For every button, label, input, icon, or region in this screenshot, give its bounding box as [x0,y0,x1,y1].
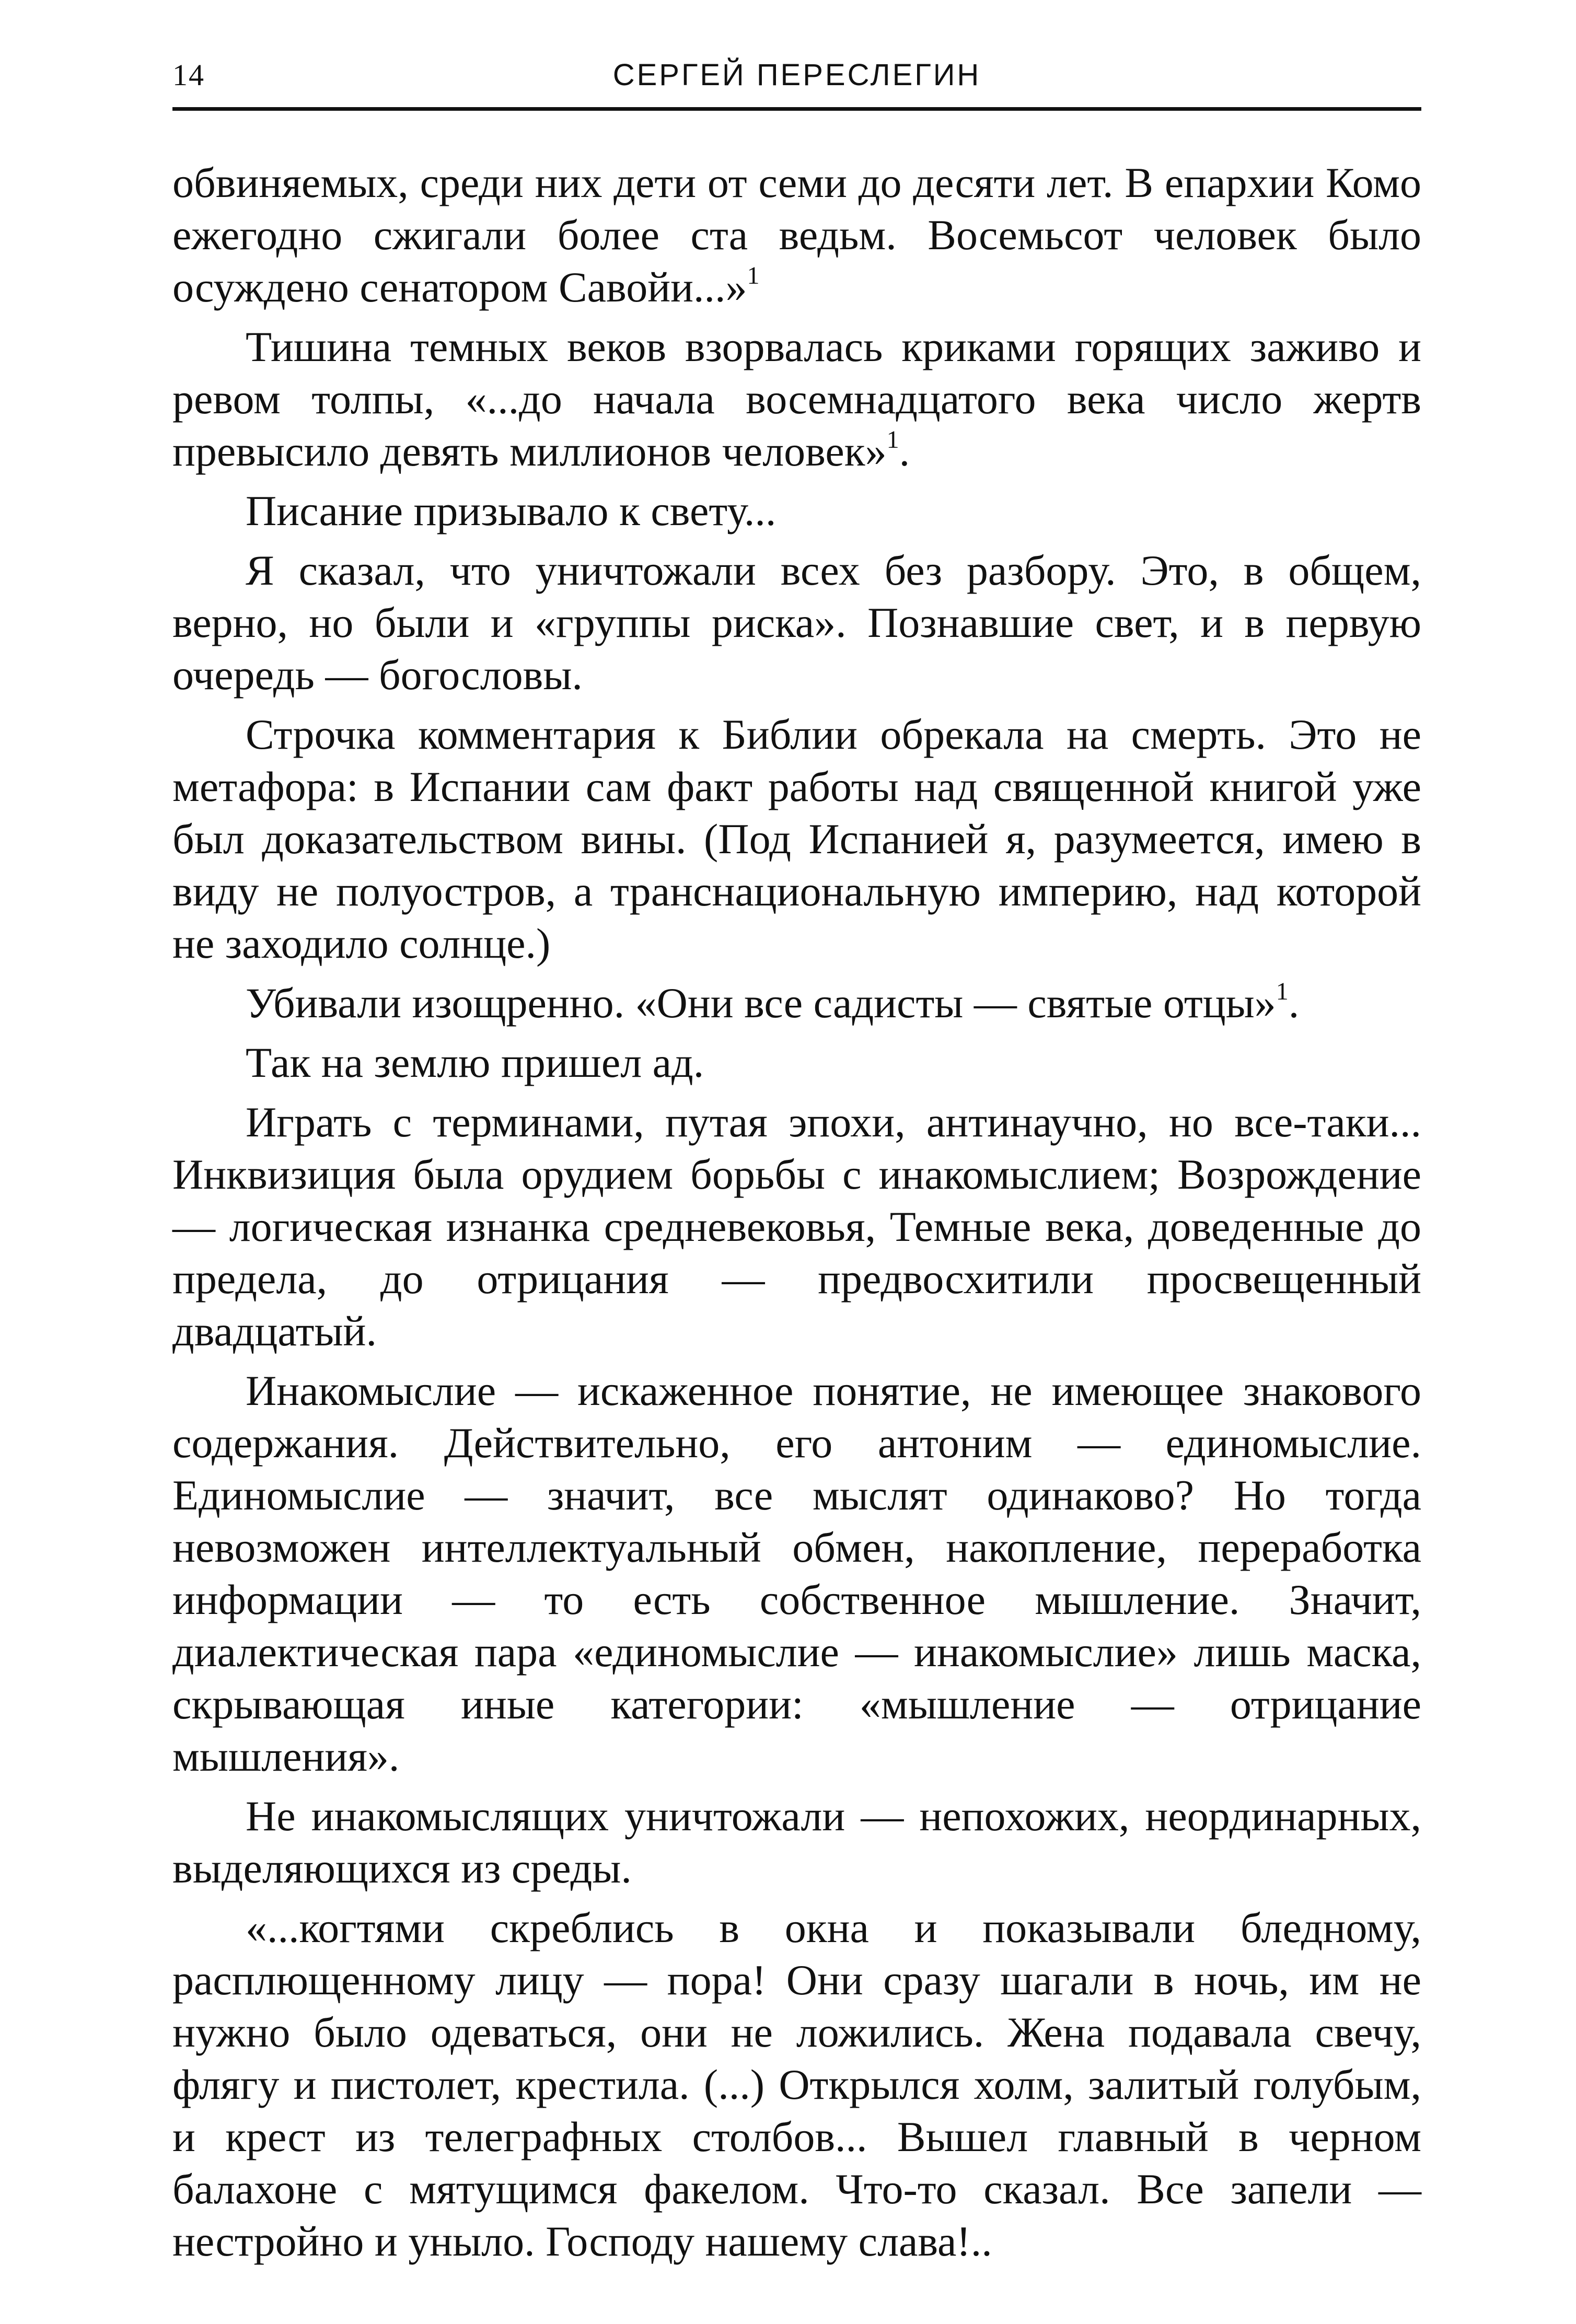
paragraph-text: Убивали изощренно. «Они все садисты — святые отцы» [246,979,1276,1027]
paragraph-2 [172,321,1421,478]
header-rule [172,107,1421,111]
footnote-marker: 1 [1276,978,1289,1005]
page-header [172,52,1421,110]
paragraph-tail: . [899,427,910,475]
paragraph-text: обвиняемых, среди них дети от семи до десяти лет. В епархии Комо ежегодно сжигали более ста ведьм. Восемьсот человек было осуждено сенатором Савойи...» [172,159,1421,311]
paragraph-text: Писание призывало к свету... [246,487,777,534]
paragraph-text: Играть с терминами, путая эпохи, антинаучно, но все-таки... Инквизиция была орудием борьбы с инакомыслием; Возрождение — логическая изнанка средневековья, Темные века, доведенные до предела, до отрицания — предвосхитили просвещенный двадцатый. [172,1098,1421,1355]
paragraph-tail: . [1288,979,1300,1027]
paragraph-4 [172,544,1421,701]
paragraph-6 [172,977,1421,1029]
paragraph-text: Я сказал, что уничтожали всех без разбору. Это, в общем, верно, но были и «группы риска». Познавшие свет, и в первую очередь — богословы. [172,547,1421,699]
paragraph-10 [172,1790,1421,1895]
running-head: СЕРГЕЙ ПЕРЕСЛЕГИН [612,58,981,92]
footnote-marker: 1 [886,426,899,454]
body-text [172,157,1421,2275]
paragraph-8 [172,1096,1421,1357]
paragraph-text: Не инакомыслящих уничтожали — непохожих, неординарных, выделяющихся из среды. [172,1792,1421,1892]
paragraph-text: «...когтями скреблись в окна и показывали бледному, расплющенному лицу — пора! Они сразу шагали в ночь, им не нужно было одеваться, они не ложились. Жена подавала свечу, флягу и пистолет, крестила. (...) Открылся холм, залитый голубым, и крест из телеграфных столбов... Вышел главный в черном балахоне с мятущимся факелом. Что-то сказал. Все запели — нестройно и уныло. Господу нашему слава!.. [172,1904,1421,2265]
footnote-marker: 1 [747,262,760,289]
paragraph-text: Строчка комментария к Библии обрекала на смерть. Это не метафора: в Испании сам факт работы над священной книгой уже был доказательством вины. (Под Испанией я, разумеется, имею в виду не полуостров, а транснациональную империю, над которой не заходило солнце.) [172,711,1421,967]
paragraph-text: Инакомыслие — искаженное понятие, не имеющее знакового содержания. Действительно, его антоним — единомыслие. Единомыслие — значит, все мыслят одинаково? Но тогда невозможен интеллектуальный обмен, накопление, переработка информации — то есть собственное мышление. Значит, диалектическая пара «единомыслие — инакомыслие» лишь маска, скрывающая иные категории: «мышление — отрицание мышления». [172,1367,1421,1780]
paragraph-11 [172,1902,1421,2268]
paragraph-7 [172,1037,1421,1089]
paragraph-text: Так на землю пришел ад. [246,1039,704,1086]
page-number: 14 [172,58,205,92]
paragraph-5 [172,708,1421,970]
paragraph-3 [172,485,1421,537]
paragraph-1 [172,157,1421,313]
paragraph-9 [172,1365,1421,1783]
paragraph-text: Тишина темных веков взорвалась криками горящих заживо и ревом толпы, «...до начала восемнадцатого века число жертв превысило девять миллионов человек» [172,323,1421,475]
